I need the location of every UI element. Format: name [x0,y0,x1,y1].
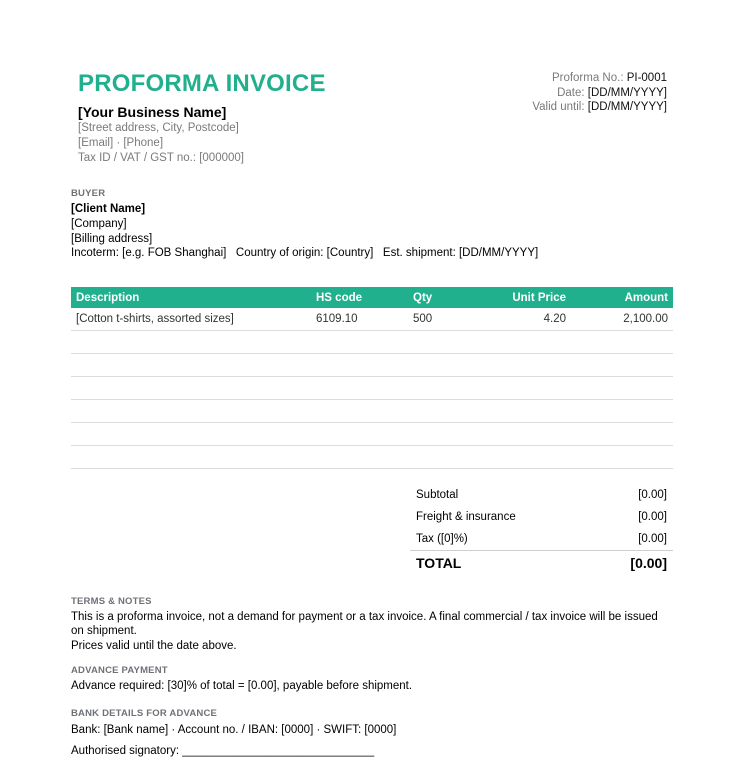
col-amount: Amount [571,287,673,308]
business-name: [Your Business Name] [78,104,227,120]
cell-hs-code [311,446,401,469]
table-row [71,354,673,377]
subtotal-row [410,484,673,506]
table-row [71,331,673,354]
cell-amount [571,423,673,446]
cell-unit-price [471,331,571,354]
tax-row [410,528,673,550]
cell-hs-code [311,377,401,400]
proforma-number-row [532,71,667,86]
cell-hs-code [311,354,401,377]
col-qty: Qty [401,287,471,308]
cell-qty: 500 [401,308,471,331]
business-address: [Street address, City, Postcode] [78,122,239,134]
cell-unit-price [471,377,571,400]
terms-text: This is a proforma invoice, not a demand for payment or a tax invoice. A final commercial / tax invoice will be issued on shipment. [71,611,658,637]
business-tax-id: Tax ID / VAT / GST no.: [000000] [78,152,244,164]
cell-unit-price [471,446,571,469]
cell-amount [571,446,673,469]
cell-description [71,354,311,377]
table-header-row [71,287,673,308]
valid-until-label: Valid until: [532,101,585,113]
cell-description [71,377,311,400]
freight-label: Freight & insurance [416,511,516,523]
invoice-meta [532,71,667,115]
proforma-number-value: PI-0001 [626,72,667,84]
cell-description [71,400,311,423]
cell-amount [571,400,673,423]
cell-hs-code [311,423,401,446]
cell-description [71,423,311,446]
cell-amount [571,331,673,354]
bank-text: Bank: [Bank name] · Account no. / IBAN: [0000] · SWIFT: [0000] [71,724,397,736]
valid-until-row [532,100,667,115]
cell-hs-code [311,400,401,423]
advance-text: Advance required: [30]% of total = [0.00], payable before shipment. [71,680,413,692]
cell-amount [571,354,673,377]
table-row [71,400,673,423]
bank-label: BANK DETAILS FOR ADVANCE [71,708,218,719]
proforma-number-label: Proforma No.: [551,72,624,84]
cell-qty [401,423,471,446]
tax-label: Tax ([0]%) [416,533,468,545]
terms-validity: Prices valid until the date above. [71,640,237,652]
cell-unit-price: 4.20 [471,308,571,331]
col-unit-price: Unit Price [471,287,571,308]
subtotal-label: Subtotal [416,489,459,501]
business-contact: [Email] · [Phone] [78,137,164,149]
line-items-table [71,287,673,469]
cell-qty [401,331,471,354]
cell-qty [401,377,471,400]
cell-description [71,446,311,469]
cell-unit-price [471,400,571,423]
terms-label: TERMS & NOTES [71,596,152,607]
cell-hs-code: 6109.10 [311,308,401,331]
totals-block [410,484,673,575]
tax-value: [0.00] [638,533,667,545]
shipping-terms: Incoterm: [e.g. FOB Shanghai] Country of origin: [Country] Est. shipment: [DD/MM/YYYY] [71,247,539,259]
buyer-company: [Company] [71,218,127,230]
cell-unit-price [471,354,571,377]
advance-label: ADVANCE PAYMENT [71,665,168,676]
cell-qty [401,446,471,469]
cell-description: [Cotton t-shirts, assorted sizes] [71,308,311,331]
signatory-line: Authorised signatory: ______________________________ [71,745,375,757]
col-hs-code: HS code [311,287,401,308]
document-title: PROFORMA INVOICE [78,70,326,97]
cell-unit-price [471,423,571,446]
subtotal-value: [0.00] [638,489,667,501]
total-label: TOTAL [416,555,462,571]
cell-amount [571,377,673,400]
cell-amount: 2,100.00 [571,308,673,331]
date-label: Date: [557,86,585,99]
buyer-client-name: [Client Name] [71,203,146,215]
date-value: [DD/MM/YYYY] [587,86,667,99]
cell-qty [401,354,471,377]
date-row [532,86,667,101]
total-value: [0.00] [630,555,667,571]
table-row [71,308,673,331]
total-row [410,550,673,575]
freight-value: [0.00] [638,511,667,523]
buyer-label: BUYER [71,188,106,199]
cell-description [71,331,311,354]
table-row [71,377,673,400]
table-row [71,423,673,446]
cell-qty [401,400,471,423]
buyer-address: [Billing address] [71,233,153,245]
freight-row [410,506,673,528]
table-row [71,446,673,469]
valid-until-value: [DD/MM/YYYY] [587,101,667,113]
cell-hs-code [311,331,401,354]
col-description: Description [71,287,311,308]
